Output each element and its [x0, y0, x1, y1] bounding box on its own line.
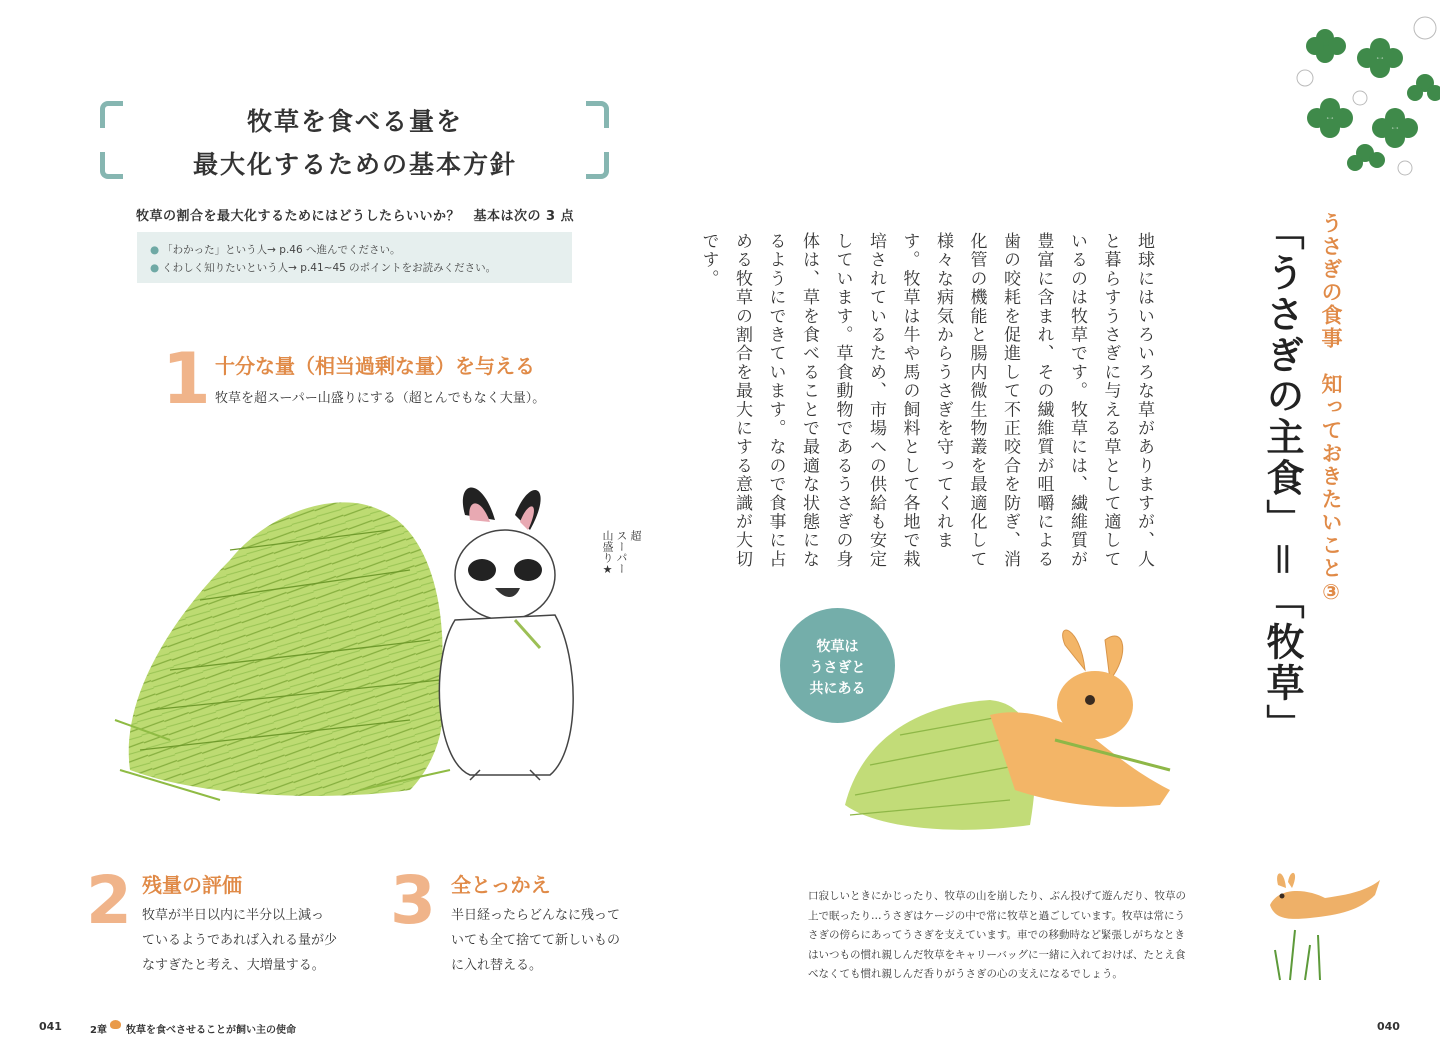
bullet-icon: ● [150, 262, 160, 274]
orange-rabbit-illustration [840, 625, 1190, 835]
page-title-line2: 最大化するための基本方針 [192, 150, 517, 179]
bullet-icon: ● [150, 244, 160, 256]
note-item: ● くわしく知りたいという人→ p.41~45 のポイントをお読みください。 [150, 262, 497, 274]
title-bracket-bottom-left [100, 152, 123, 179]
chapter-label: 2章 [90, 1025, 107, 1036]
badge: 牧草は うさぎと 共にある [780, 608, 895, 723]
point3-text: 半日経ったらどんなに残って いても全て捨てて新しいもの に入れ替える。 [451, 908, 621, 973]
white-rabbit-illustration [439, 488, 573, 781]
hay-pile-illustration [110, 470, 650, 810]
point2-heading: 残量の評価 [142, 873, 242, 897]
section-title: 「うさぎの主食」＝「牧草」 [1260, 212, 1304, 746]
body-text: 地球にはいろいろな草がありますが、人と暮らすうさぎに与える草として適しているのは牧草です。牧草には、繊維質が豊富に含まれ、その繊維質が咀嚼による歯の咬耗を促進して不正咬合を防ぎ、消化管の機能と腸内微生物叢を最適化して様々な病気からうさぎを守ってくれます。牧草は牛や馬の飼料として各地で栽培されているため、市場への供給も安定しています。草食動物であるうさぎの身体は、草を食べることで最適な状態になるようにできています。なので食事に占める牧草の割合を最大にする意識が大切です。 [698, 232, 1154, 569]
point3-number: 3 [390, 862, 436, 939]
point1-number: 1 [162, 338, 211, 420]
point1-text: 牧草を超スーパー山盛りにする（超とんでもなく大量）。 [215, 391, 546, 406]
title-bracket-bottom-right [586, 152, 609, 179]
note-box [137, 232, 572, 283]
page-number-right: 040 [1377, 1020, 1400, 1033]
point2-number: 2 [86, 862, 132, 939]
title-bracket-top-right [586, 101, 609, 128]
pumpkin-icon [110, 1020, 121, 1029]
note-item: ● 「わかった」という人→ p.46 へ進んでください。 [150, 244, 401, 256]
illustration-note: 超 スーパー 山盛り★ [601, 530, 642, 576]
caption-text: 口寂しいときにかじったり、牧草の山を崩したり、ぶん投げて遊んだり、牧草の上で眠ったり…うさぎはケージの中で常に牧草と過ごしています。牧草は常にうさぎの傍らにあってうさぎを支えています。車での移動時など緊張しがちなときはいつもの慣れ親しんだ牧草をキャリーバッグに一緒に入れておけば、たとえ食べなくても慣れ親しんだ香りがうさぎの心の支えになるでしょう。 [808, 890, 1186, 980]
point3-heading: 全とっかえ [451, 873, 551, 897]
point2-text: 牧草が半日以内に半分以上減っ ているようであれば入れる量が少 なすぎたと考え、大増量する。 [142, 908, 338, 973]
chapter-title: 牧草を食べさせることが飼い主の使命 [126, 1025, 296, 1036]
section-subtitle: うさぎの食事 知っておきたいこと③ [1319, 212, 1343, 606]
page-number-left: 041 [39, 1020, 62, 1033]
point1-heading: 十分な量（相当過剰な量）を与える [215, 354, 535, 378]
clover-illustration [1285, 8, 1440, 178]
page-title-line1: 牧草を食べる量を [246, 107, 463, 136]
title-bracket-top-left [100, 101, 123, 128]
jumping-rabbit-illustration [1250, 860, 1390, 990]
intro-text: 牧草の割合を最大化するためにはどうしたらいいか？ 基本は次の 3 点 [136, 209, 575, 224]
